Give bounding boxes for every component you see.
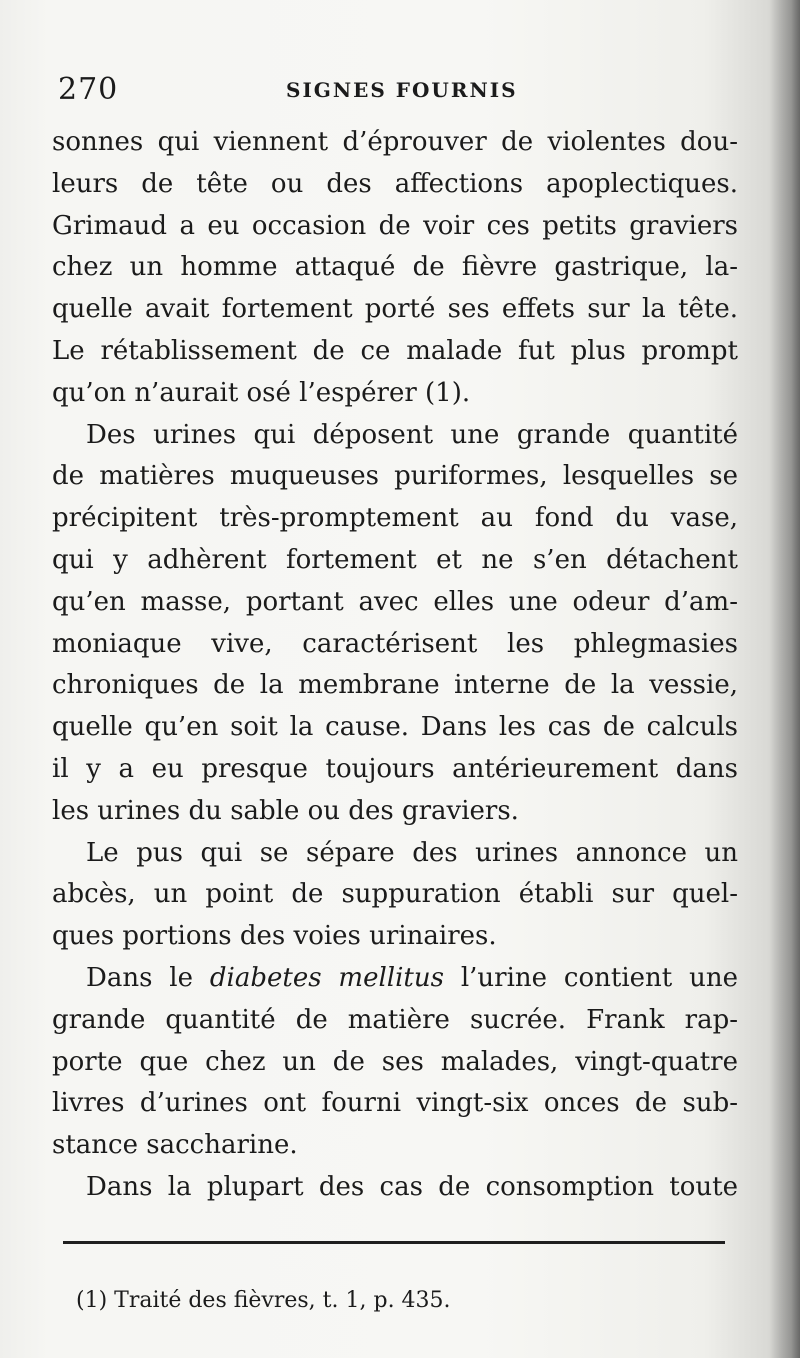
text-line: qu’en masse, portant avec elles une odeur d’am- bbox=[52, 586, 738, 617]
text-line: grande quantité de matière sucrée. Frank rap- bbox=[52, 1004, 738, 1035]
text-line: stance saccharine. bbox=[52, 1130, 298, 1161]
text-segment: Dans le bbox=[86, 962, 210, 993]
text-line: de matières muqueuses puriformes, lesquelles se bbox=[52, 461, 738, 492]
text-segment: l’urine contient une bbox=[443, 962, 738, 993]
running-title: SIGNES FOURNIS bbox=[286, 78, 518, 102]
text-line: quelle avait fortement porté ses effets sur la tête. bbox=[52, 294, 738, 325]
text-line: ques portions des voies urinaires. bbox=[52, 921, 497, 952]
paragraph-start-line: Le pus qui se sépare des urines annonce un bbox=[86, 837, 738, 868]
text-line: précipitent très-promptement au fond du vase, bbox=[52, 503, 738, 534]
running-head bbox=[58, 72, 734, 112]
text-line: porte que chez un de ses malades, vingt-quatre bbox=[52, 1046, 738, 1077]
text-line: livres d’urines ont fourni vingt-six onces de sub- bbox=[52, 1088, 738, 1119]
text-line: abcès, un point de suppuration établi sur quel- bbox=[52, 879, 738, 910]
text-line: qu’on n’aurait osé l’espérer (1). bbox=[52, 377, 471, 408]
text-line: leurs de tête ou des affections apoplectiques. bbox=[52, 168, 738, 199]
italic-term: diabetes mellitus bbox=[209, 962, 444, 993]
footnote: (1) Traité des fièvres, t. 1, p. 435. bbox=[76, 1288, 451, 1313]
text-line: Le rétablissement de ce malade fut plus prompt bbox=[52, 335, 738, 366]
paragraph-start-line: Des urines qui déposent une grande quantité bbox=[86, 419, 738, 450]
paragraph-start-line: Dans la plupart des cas de consomption toute bbox=[86, 1171, 738, 1202]
text-line: sonnes qui viennent d’éprouver de violentes dou- bbox=[52, 127, 738, 157]
text-line: chroniques de la membrane interne de la vessie, bbox=[52, 670, 738, 701]
text-line: chez un homme attaqué de fièvre gastrique, la- bbox=[52, 252, 738, 283]
paragraph-start-line bbox=[52, 958, 738, 1000]
text-line: les urines du sable ou des graviers. bbox=[52, 795, 519, 826]
text-line: il y a eu presque toujours antérieurement dans bbox=[52, 753, 738, 784]
text-line: quelle qu’en soit la cause. Dans les cas de calculs bbox=[52, 712, 738, 743]
text-line: moniaque vive, caractérisent les phlegmasies bbox=[52, 628, 738, 659]
text-line: Grimaud a eu occasion de voir ces petits graviers bbox=[52, 210, 738, 241]
text-line: qui y adhèrent fortement et ne s’en détachent bbox=[52, 544, 738, 575]
body-text bbox=[52, 122, 738, 1209]
page-spine-shadow bbox=[770, 0, 800, 1358]
page-number: 270 bbox=[58, 72, 119, 107]
footnote-divider bbox=[63, 1241, 725, 1244]
